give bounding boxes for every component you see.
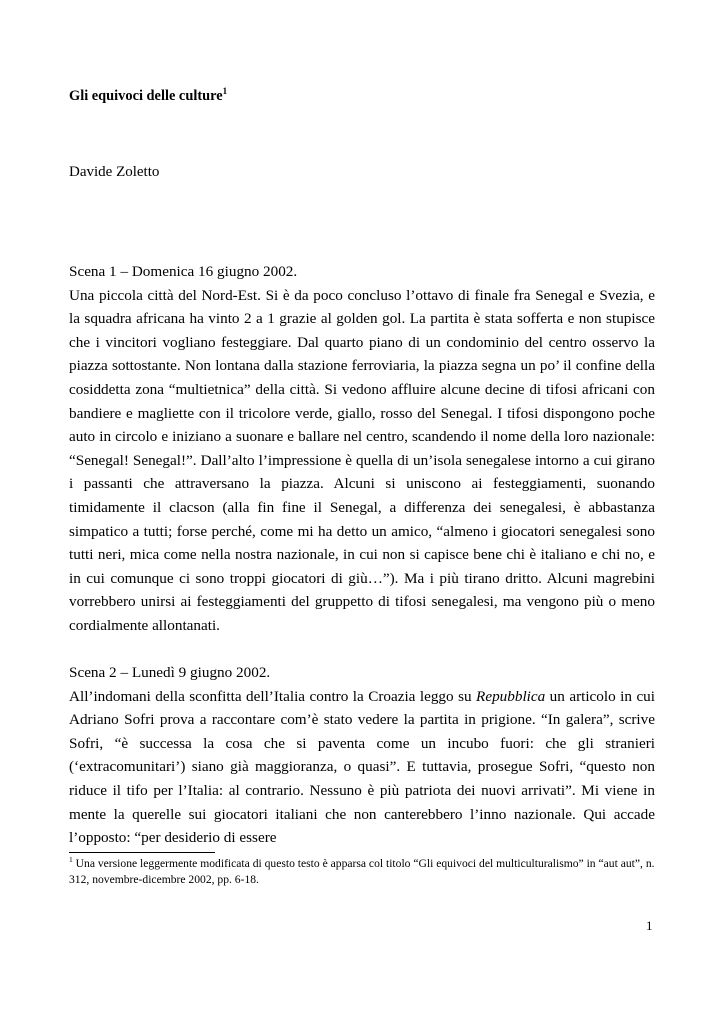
- footnote: [69, 856, 655, 888]
- scene-2-paragraph: [69, 685, 655, 850]
- scene-1-paragraph: Una piccola città del Nord-Est. Si è da poco concluso l’ottavo di finale fra Senegal e Svezia, e la squadra africana ha vinto 2 a 1 grazie al golden gol. La partita è stata sofferta e non stupisce che i vincitori vogliano festeggiare. Dal quarto piano di un condominio del centro osservo la piazza sottostante. Non lontana dalla stazione ferroviaria, la piazza segna un po’ il confine della cosiddetta zona “multietnica” della città. Si vedono affluire alcune decine di tifosi africani con bandiere e magliette con il tricolore verde, giallo, rosso del Senegal. I tifosi dispongono poche auto in circolo e iniziano a suonare e ballare nel centro, scandendo il nome della loro nazionale: “Senegal! Senegal!”. Dall’alto l’impressione è quella di un’isola senegalese intorno a cui girano i passanti che attraversano la piazza. Alcuni si uniscono ai festeggiamenti, suonando timidamente il clacson (alla fin fine il Senegal, a differenza dei senegalesi, è abbastanza simpatico a tutti; forse perché, come mi ha detto un amico, “almeno i giocatori senegalesi sono tutti neri, mica come nella nostra nazionale, in cui non si capisce bene chi è italiano e chi no, e in cui comunque ci sono troppi giocatori di giù…”). Ma i più tirano dritto. Alcuni magrebini vorrebbero unirsi ai festeggiamenti del gruppetto di tifosi senegalesi, ma vengono più o meno cordialmente allontanati.: [69, 286, 655, 634]
- article-body: [69, 260, 655, 850]
- page-number: 1: [646, 918, 653, 933]
- article-title: [69, 86, 227, 106]
- paragraph-spacer: [69, 638, 655, 662]
- title-footnote-marker[interactable]: 1: [222, 86, 228, 97]
- scene-2-text-start: All’indomani della sconfitta dell’Italia contro la Croazia leggo su: [69, 687, 477, 705]
- author-name: Davide Zoletto: [69, 164, 160, 180]
- scene-1-heading: Scena 1 – Domenica 16 giugno 2002.: [69, 263, 298, 280]
- footnote-text: Una versione leggermente modificata di questo testo è apparsa col titolo “Gli equivoci del multiculturalismo” in “aut aut”, n. 312, novembre-dicembre 2002, pp. 6-18.: [69, 857, 655, 886]
- footnote-marker: 1: [69, 855, 73, 865]
- footnote-separator: [69, 852, 215, 853]
- title-text: Gli equivoci delle culture: [69, 88, 223, 104]
- scene-2-text-end: un articolo in cui Adriano Sofri prova a raccontare com’è stato vedere la partita in prigione. “In galera”, scrive Sofri, “è successa la cosa che si paventa come un incubo fuori: che gli stranieri (‘extracomunitari’) siano già maggioranza, o quasi”. E tuttavia, prosegue Sofri, “questo non riduce il tifo per l’Italia: al contrario. Nessuno è più patriota dei nuovi arrivati”. Mi viene in mente la querelle sui giocatori italiani che non canterebbero l’inno nazionale. Qui accade l’opposto: “per desiderio di essere: [69, 687, 655, 847]
- scene-2-heading: Scena 2 – Lunedì 9 giugno 2002.: [69, 664, 271, 682]
- newspaper-title: Repubblica: [476, 687, 546, 705]
